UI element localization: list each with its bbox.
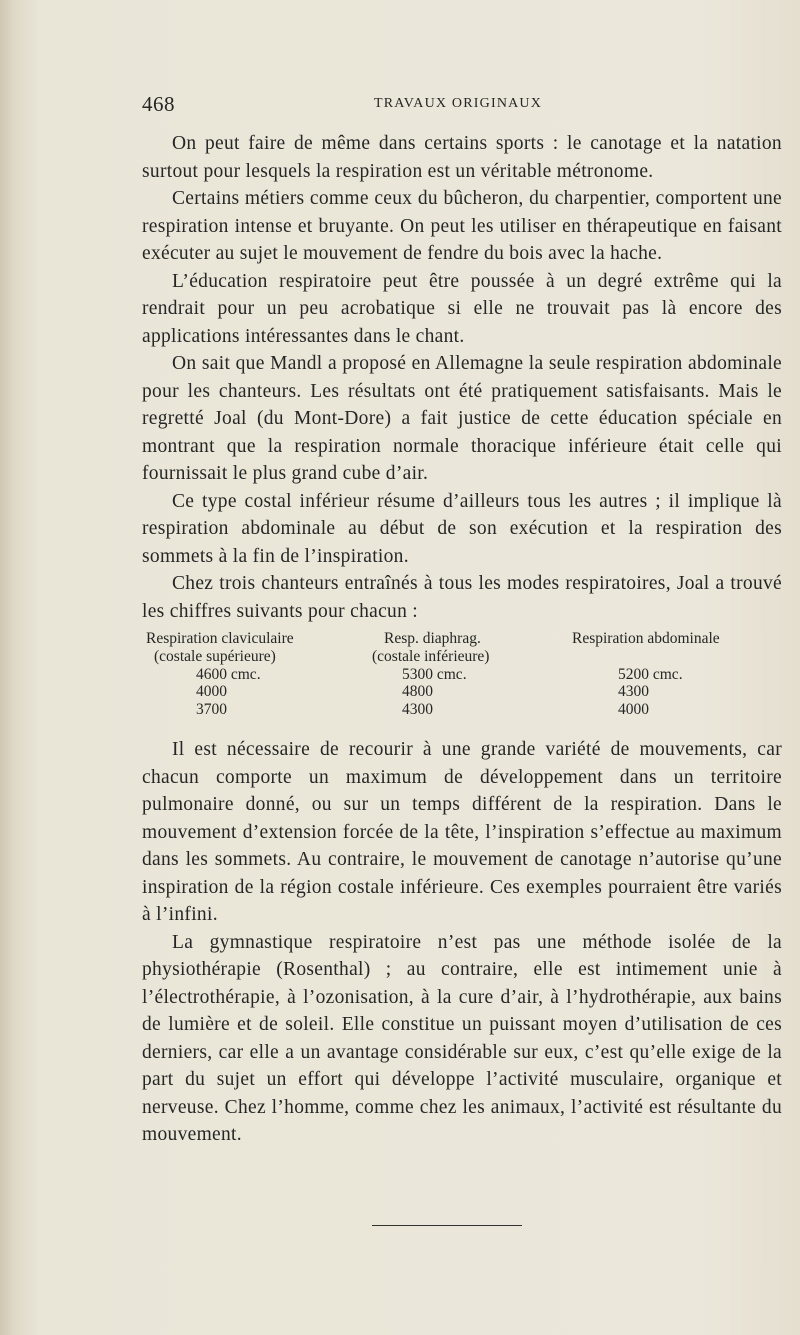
column-subheader: (costale supérieure)	[154, 647, 276, 665]
respiration-table	[142, 630, 782, 730]
table-cell: 4000	[618, 701, 649, 719]
paragraph: Ce type costal inférieur résume d’ailleurs tous les autres ; il implique là respiration abdominale au début de son exécution et la respiration des sommets à la fin de l’inspiration.	[142, 490, 782, 567]
table-cell: 3700	[196, 701, 227, 719]
table-cell: 4800	[402, 683, 433, 701]
paragraph: La gymnastique respiratoire n’est pas une méthode isolée de la physiothérapie (Rosenthal) ; au contraire, elle est intimement unie à l’électrothérapie, à l’ozonisation, à la cure d’air, à l’hydrothérapie, aux bains de lumière et de soleil. Elle constitue un puissant moyen d’utilisation de ces derniers, car elle a un avantage considérable sur eux, c’est qu’elle exige de la part du sujet un effort qui développe l’activité musculaire, organique et nerveuse. Chez l’homme, comme chez les animaux, l’activité est résultante du mouvement.	[142, 931, 782, 1145]
paragraph: On sait que Mandl a proposé en Allemagne la seule respiration abdominale pour les chanteurs. Les résultats ont été pratiquement satisfaisants. Mais le regretté Joal (du Mont-Dore) a fait justice de cette éducation spéciale en montrant que la respiration normale thoracique inférieure était celle qui fournissait le plus grand cube d’air.	[142, 353, 782, 484]
page-number: 468	[142, 92, 175, 116]
table-cell: 4300	[618, 683, 649, 701]
column-header: Respiration claviculaire	[146, 630, 294, 647]
table-cell: 5300 cmc.	[402, 665, 467, 683]
table-cell: 4300	[402, 701, 433, 719]
paragraph: On peut faire de même dans certains sports : le canotage et la natation surtout pour lesquels la respiration est un véritable métronome.	[142, 133, 782, 182]
table-column-abdominale	[572, 630, 720, 719]
end-rule	[372, 1225, 522, 1226]
column-subheader	[572, 648, 720, 666]
column-header: Resp. diaphrag.	[384, 630, 481, 647]
paragraph: Certains métiers comme ceux du bûcheron, du charpentier, comportent une respiration intense et bruyante. On peut les utiliser en thérapeutique en faisant exécuter au sujet le mouvement de fendre du bois avec la hache.	[142, 188, 782, 264]
table-column-claviculaire	[146, 630, 294, 719]
column-header: Respiration abdominale	[572, 630, 720, 647]
page-header	[142, 92, 782, 116]
table-cell: 5200 cmc.	[618, 665, 683, 683]
table-cell: 4000	[196, 683, 227, 701]
table-cell: 4600 cmc.	[196, 665, 261, 683]
paragraph: Chez trois chanteurs entraînés à tous les modes respiratoires, Joal a trouvé les chiffres suivants pour chacun :	[142, 573, 782, 622]
table-column-diaphragmatique	[372, 630, 489, 719]
paragraph: L’éducation respiratoire peut être poussée à un degré extrême qui la rendrait pour un peu acrobatique si elle ne trouvait pas là encore des applications intéressantes dans le chant.	[142, 270, 782, 347]
body-text	[142, 130, 782, 1149]
column-subheader: (costale inférieure)	[372, 647, 490, 665]
paragraph: Il est nécessaire de recourir à une grande variété de mouvements, car chacun comporte un maximum de développement dans un territoire pulmonaire donné, ou sur un temps différent de la respiration. Dans le mouvement d’extension forcée de la tête, l’inspiration s’effectue au maximum dans les sommets. Au contraire, le mouvement de canotage n’autorise qu’une inspiration de la région costale inférieure. Ces exemples pourraient être variés à l’infini.	[142, 739, 782, 925]
running-head: TRAVAUX ORIGINAUX	[374, 96, 543, 111]
